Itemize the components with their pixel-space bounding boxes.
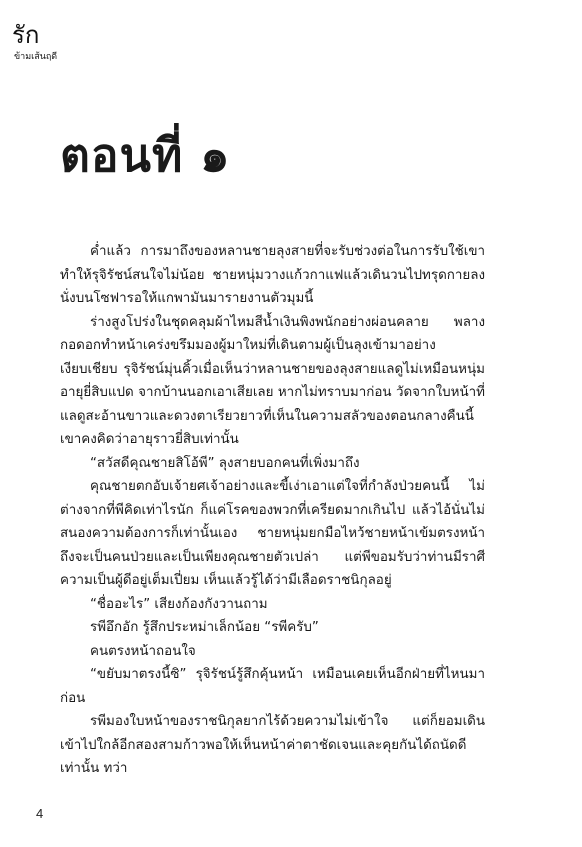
- paragraph: “สวัสดีคุณชายสิโอ้พี” ลุงสายบอกคนที่เพิ่งมาถึง: [90, 455, 360, 471]
- paragraph: ร่างสูงโปร่งในชุดคลุมผ้าไหมสีน้ำเงินพิงพนักอย่างผ่อนคลาย พลางกอดอกทำหน้าเคร่งขรึมมองผู้มาใหม่ที่เดินตามผู้เป็นลุงเข้ามาอย่างเงียบเชียบ รุจิรัชน์มุ่นคิ้วเมื่อเห็นว่าหลานชายของลุงสายแลดูไม่เหมือนหนุ่มอายุยี่สิบแปด จากบ้านนอกเอาเสียเลย หากไม่ทราบมาก่อน วัดจากใบหน้าที่แลดูสะอ้านขาวและดวงตาเรียวยาวที่เห็นในความสลัวของตอนกลางคืนนี้ เขาคงคิดว่าอายุราวยี่สิบเท่านั้น: [60, 314, 485, 447]
- paragraph: ค่ำแล้ว การมาถึงของหลานชายลุงสายที่จะรับช่วงต่อในการรับใช้เขาทำให้รุจิรัชน์สนใจไม่น้อย ชายหนุ่มวางแก้วกาแฟแล้วเดินวนไปทรุดกายลงนั่งบนโซฟารอให้แกพามันมารายงานตัวมุมนี้: [60, 244, 485, 306]
- paragraph: “ขยับมาตรงนี้ซิ” รุจิรัชน์รู้สึกคุ้นหน้า เหมือนเคยเห็นอีกฝ่ายที่ไหนมาก่อน: [60, 667, 485, 706]
- paragraph: คุณชายตกอับเจ้ายศเจ้าอย่างและขี้เง่าเอาแต่ใจที่กำลังป่วยคนนี้ ไม่ต่างจากที่พีคิดเท่าไรนัก ก็แค่โรคของพวกที่เครียดมากเกินไป แล้วไอ้นั่นไม่สนองความต้องการก็เท่านั้นเอง ชายหนุ่มยกมือไหว้ชายหน้าเข้มตรงหน้า ถึงจะเป็นคนป่วยและเป็นเพียงคุณชายตัวเปล่า แต่พีขอมรับว่าท่านมีราศีความเป็นผู้ดีอยู่เต็มเปี่ยม เห็นแล้วรู้ได้ว่ามีเลือดราชนิกุลอยู่: [60, 479, 485, 588]
- logo-subtitle: ข้ามเส้นฤดี: [14, 52, 58, 62]
- logo-title: รัก: [12, 21, 40, 49]
- chapter-title: ตอนที่ ๑: [60, 128, 231, 182]
- paragraph: รพีอึกอัก รู้สึกประหม่าเล็กน้อย “รพีครับ”: [90, 620, 319, 635]
- page-number: 4: [36, 806, 44, 821]
- chapter-body: [60, 240, 485, 781]
- paragraph: “ชื่ออะไร” เสียงก้องกังวานถาม: [90, 596, 268, 612]
- book-logo: [12, 22, 64, 70]
- paragraph: รพีมองใบหน้าของราชนิกุลยากไร้ด้วยความไม่เข้าใจ แต่ก็ยอมเดินเข้าไปใกล้อีกสองสามก้าวพอให้เห็นหน้าค่าตาชัดเจนและคุยกันได้ถนัดดีเท่านั้น ทว่า: [60, 714, 485, 776]
- paragraph: คนตรงหน้าถอนใจ: [90, 643, 196, 659]
